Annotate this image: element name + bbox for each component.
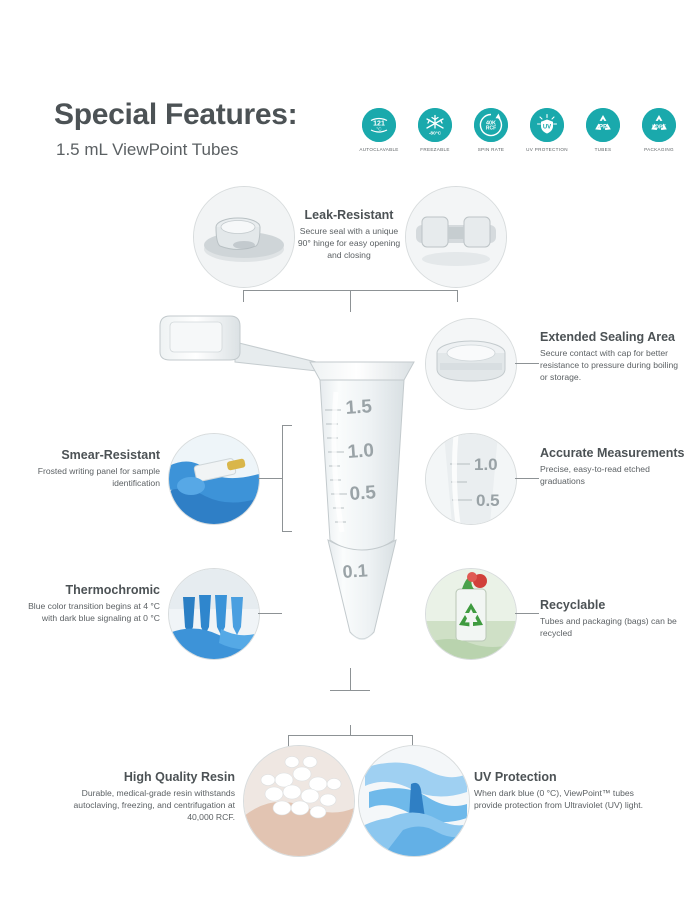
thermochromic-photo — [168, 568, 260, 660]
snowflake-icon — [418, 108, 452, 142]
feature-extended-sealing — [540, 330, 685, 384]
svg-text:40K: 40K — [486, 120, 496, 127]
feature-body: Durable, medical-grade resin withstands autoclaving, freezing, and centrifugation at 40,000 RCF. — [73, 788, 235, 823]
svg-text:RCF: RCF — [485, 125, 497, 132]
badge-label: FREEZABLE — [420, 147, 450, 152]
svg-text:1.0: 1.0 — [346, 440, 375, 463]
connector-line — [515, 363, 539, 364]
badge-freezable — [412, 108, 458, 152]
feature-title: UV Protection — [474, 770, 557, 784]
connector-line — [515, 478, 539, 479]
feature-body: Precise, easy-to-read etched graduations — [540, 464, 650, 487]
page-title: Special Features: — [54, 98, 298, 131]
badge-label: TUBES — [594, 147, 612, 152]
badge-label: SPIN RATE — [477, 147, 505, 152]
feature-title: Smear-Resistant — [61, 448, 160, 462]
feature-high-quality-resin — [70, 770, 235, 824]
feature-title: Leak-Resistant — [304, 208, 394, 222]
feature-title: Extended Sealing Area — [540, 330, 675, 344]
feature-accurate-measurements — [540, 446, 690, 487]
extended-sealing-photo — [425, 318, 517, 410]
svg-text:0.1: 0.1 — [341, 560, 369, 582]
feature-uv-protection — [474, 770, 644, 811]
feature-thermochromic — [20, 583, 160, 624]
smear-resistant-photo — [168, 433, 260, 525]
recyclable-photo — [425, 568, 517, 660]
svg-text:PP: PP — [598, 123, 608, 131]
feature-body: Secure contact with cap for better resistance to pressure during boiling or storage. — [540, 348, 679, 383]
badge-tubes — [580, 108, 626, 152]
badge-packaging — [636, 108, 682, 152]
leak-resistant-left-photo — [193, 186, 295, 288]
connector-line — [282, 531, 292, 532]
page-subtitle: 1.5 mL ViewPoint Tubes — [56, 140, 239, 159]
feature-leak-resistant — [293, 208, 405, 262]
feature-title: High Quality Resin — [123, 770, 235, 784]
badge-spin-rate — [468, 108, 514, 152]
connector-line — [258, 613, 282, 614]
connector-line — [515, 613, 539, 614]
badge-label: AUTOCLAVABLE — [359, 147, 399, 152]
feature-smear-resistant — [20, 448, 160, 489]
feature-body: Blue color transition begins at 4 °C with dark blue signaling at 0 °C — [28, 601, 160, 624]
feature-title: Accurate Measurements — [540, 446, 685, 460]
connector-line — [330, 690, 370, 691]
accurate-measurements-photo — [425, 433, 517, 525]
leak-resistant-right-photo — [405, 186, 507, 288]
badge-row — [356, 108, 682, 152]
uv-protection-photo — [358, 745, 470, 857]
feature-body: Secure seal with a unique 90° hinge for easy opening and closing — [297, 226, 401, 261]
autoclave-icon — [362, 108, 396, 142]
high-quality-resin-photo — [243, 745, 355, 857]
svg-text:1.0: 1.0 — [474, 455, 498, 474]
svg-text:UV: UV — [542, 124, 552, 131]
svg-text:0.5: 0.5 — [348, 482, 377, 505]
uv-shield-icon — [530, 108, 564, 142]
svg-text:°C: °C — [376, 126, 382, 132]
svg-text:-80°C: -80°C — [428, 131, 442, 137]
feature-body: Tubes and packaging (bags) can be recycled — [540, 616, 677, 639]
connector-line — [288, 735, 412, 736]
feature-body: Frosted writing panel for sample identification — [37, 466, 160, 489]
feature-title: Recyclable — [540, 598, 606, 612]
feature-title: Thermochromic — [65, 583, 160, 597]
connector-line — [350, 668, 351, 690]
connector-line — [457, 290, 458, 302]
feature-body: When dark blue (0 °C), ViewPoint™ tubes provide protection from Ultraviolet (UV) light. — [474, 788, 644, 811]
connector-line — [258, 478, 282, 479]
svg-text:0.5: 0.5 — [476, 491, 500, 510]
spin-rate-icon — [474, 108, 508, 142]
connector-line — [350, 725, 351, 735]
svg-text:LDPE: LDPE — [652, 124, 666, 131]
svg-text:121: 121 — [373, 120, 385, 128]
badge-autoclavable — [356, 108, 402, 152]
badge-label: UV PROTECTION — [526, 147, 568, 152]
connector-line — [282, 425, 283, 531]
badge-label: PACKAGING — [644, 147, 674, 152]
recycle-pp-icon — [586, 108, 620, 142]
recycle-ldpe-icon — [642, 108, 676, 142]
connector-line — [282, 425, 292, 426]
svg-text:1.5: 1.5 — [344, 396, 373, 419]
feature-recyclable — [540, 598, 690, 639]
badge-uv-protection — [524, 108, 570, 152]
